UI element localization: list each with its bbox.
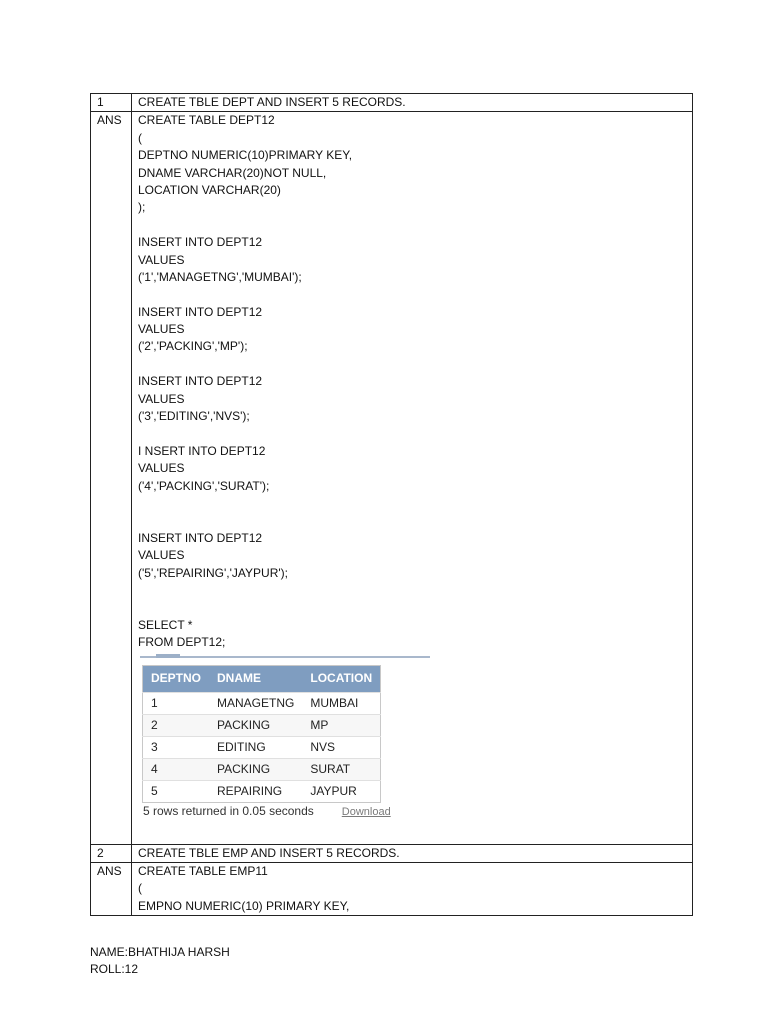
- results-header-row: [143, 665, 381, 692]
- code-line: EMPNO NUMERIC(10) PRIMARY KEY,: [138, 898, 350, 913]
- results-divider-tab: [156, 654, 180, 658]
- answer-cell: [132, 862, 693, 915]
- question-row-1: [91, 94, 693, 112]
- sql-code-block: [138, 112, 692, 651]
- column-header-deptno[interactable]: DEPTNO: [143, 665, 210, 692]
- table-row: [143, 692, 381, 714]
- results-divider: [140, 656, 430, 658]
- code-line: ('1','MANAGETNG','MUMBAI');: [138, 269, 302, 284]
- table-row: [143, 780, 381, 802]
- table-row: [143, 714, 381, 736]
- table-row: [143, 758, 381, 780]
- code-line: VALUES: [138, 322, 185, 337]
- column-header-location[interactable]: LOCATION: [302, 665, 380, 692]
- cell-deptno: 5: [143, 780, 210, 802]
- results-status-bar: [143, 803, 391, 821]
- student-info: [90, 944, 230, 979]
- code-line: INSERT INTO DEPT12: [138, 374, 263, 389]
- cell-dname: REPAIRING: [209, 780, 302, 802]
- blank-line: [138, 356, 692, 373]
- code-line: VALUES: [138, 252, 185, 267]
- code-line: CREATE TABLE EMP11: [138, 863, 268, 878]
- cell-location: MUMBAI: [302, 692, 380, 714]
- code-line: ('5','REPAIRING','JAYPUR');: [138, 565, 288, 580]
- download-link[interactable]: Download: [341, 805, 391, 818]
- cell-location: SURAT: [302, 758, 380, 780]
- answer-row-1: [91, 112, 693, 844]
- column-header-dname[interactable]: DNAME: [209, 665, 302, 692]
- assignment-table: [90, 93, 693, 916]
- code-line: VALUES: [138, 548, 185, 563]
- blank-line: [138, 217, 692, 234]
- sql-code-block: [138, 863, 692, 915]
- code-line: (: [138, 130, 142, 145]
- results-table: [142, 665, 381, 803]
- cell-deptno: 1: [143, 692, 210, 714]
- cell-dname: EDITING: [209, 736, 302, 758]
- cell-deptno: 3: [143, 736, 210, 758]
- answer-cell: [132, 112, 693, 844]
- code-line: I NSERT INTO DEPT12: [138, 443, 266, 458]
- code-line: LOCATION VARCHAR(20): [138, 182, 281, 197]
- code-line: );: [138, 200, 146, 215]
- question-row-2: [91, 844, 693, 862]
- blank-line: [138, 286, 692, 303]
- cell-deptno: 2: [143, 714, 210, 736]
- code-line: INSERT INTO DEPT12: [138, 530, 263, 545]
- code-line: ('4','PACKING','SURAT');: [138, 478, 270, 493]
- student-name: NAME:BHATHIJA HARSH: [90, 945, 230, 959]
- code-line: SELECT *: [138, 617, 193, 632]
- rows-returned-text: 5 rows returned in 0.05 seconds: [143, 803, 314, 818]
- question-number: 1: [91, 94, 132, 112]
- blank-line: [138, 425, 692, 442]
- answer-label: ANS: [91, 112, 132, 844]
- cell-location: NVS: [302, 736, 380, 758]
- blank-line: [138, 599, 692, 616]
- blank-line: [138, 512, 692, 529]
- table-row: [143, 736, 381, 758]
- code-line: VALUES: [138, 461, 185, 476]
- cell-deptno: 4: [143, 758, 210, 780]
- code-line: FROM DEPT12;: [138, 635, 226, 650]
- cell-dname: PACKING: [209, 714, 302, 736]
- code-line: DNAME VARCHAR(20)NOT NULL,: [138, 165, 327, 180]
- cell-dname: PACKING: [209, 758, 302, 780]
- cell-location: MP: [302, 714, 380, 736]
- question-text: CREATE TBLE DEPT AND INSERT 5 RECORDS.: [132, 94, 693, 112]
- cell-location: JAYPUR: [302, 780, 380, 802]
- code-line: (: [138, 881, 142, 896]
- code-line: INSERT INTO DEPT12: [138, 235, 263, 250]
- question-number: 2: [91, 844, 132, 862]
- code-line: ('3','EDITING','NVS');: [138, 409, 250, 424]
- answer-label: ANS: [91, 862, 132, 915]
- blank-line: [138, 495, 692, 512]
- blank-line: [138, 582, 692, 599]
- code-line: CREATE TABLE DEPT12: [138, 113, 275, 128]
- code-line: INSERT INTO DEPT12: [138, 304, 263, 319]
- cell-dname: MANAGETNG: [209, 692, 302, 714]
- code-line: VALUES: [138, 391, 185, 406]
- answer-row-2: [91, 862, 693, 915]
- student-roll: ROLL:12: [90, 962, 139, 977]
- query-results-panel: [138, 656, 692, 844]
- code-line: DEPTNO NUMERIC(10)PRIMARY KEY,: [138, 148, 353, 163]
- code-line: ('2','PACKING','MP');: [138, 339, 248, 354]
- question-text: CREATE TBLE EMP AND INSERT 5 RECORDS.: [132, 844, 693, 862]
